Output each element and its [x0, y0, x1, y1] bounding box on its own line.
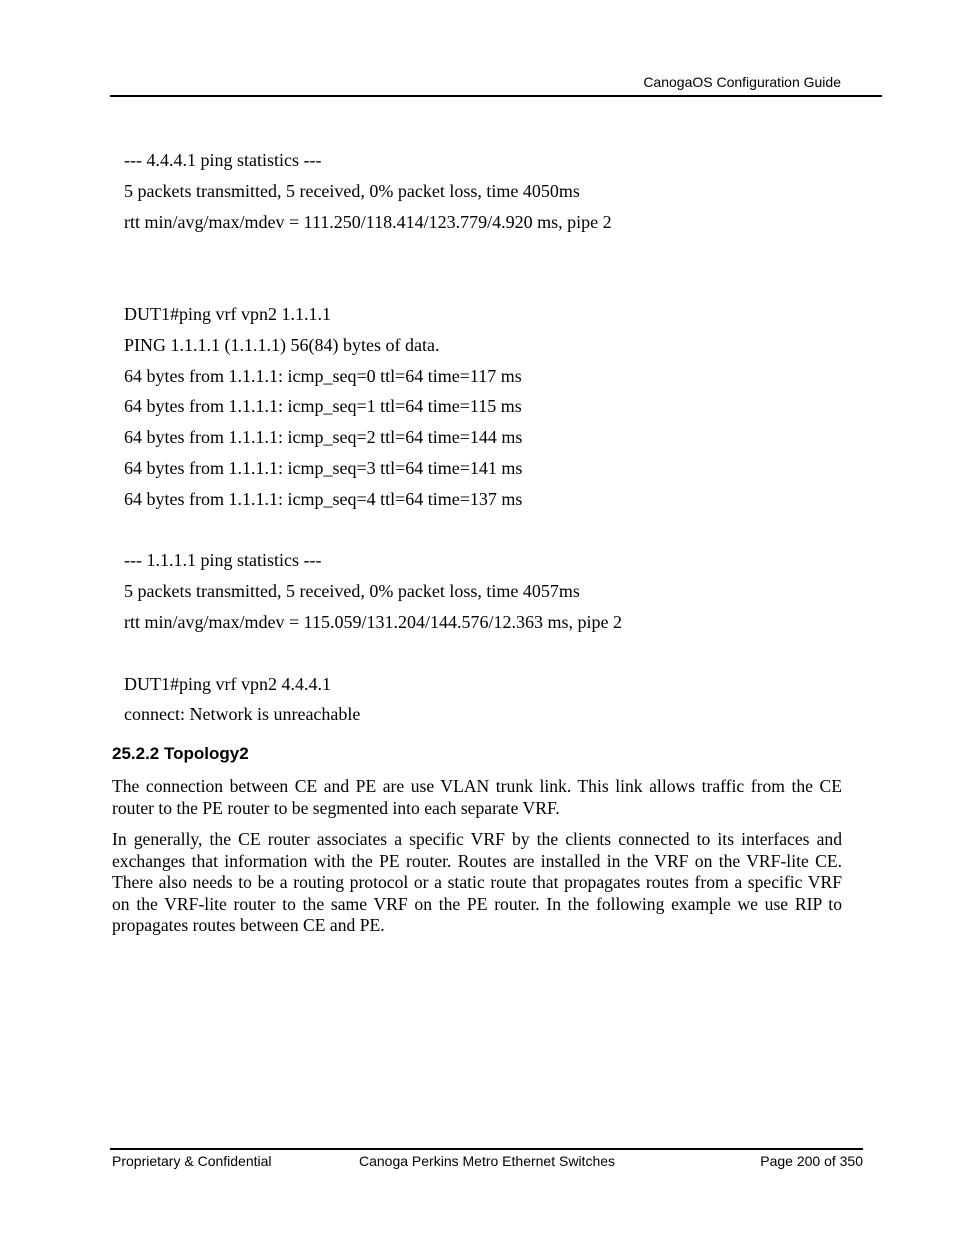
- footer-rule: [110, 1148, 863, 1150]
- cli-line: 64 bytes from 1.1.1.1: icmp_seq=3 ttl=64 time=141 ms: [124, 457, 523, 478]
- cli-line: 5 packets transmitted, 5 received, 0% packet loss, time 4050ms: [124, 180, 580, 201]
- cli-line-blank: [124, 237, 844, 268]
- cli-line-blank: [124, 268, 844, 299]
- header-title: CanogaOS Configuration Guide: [643, 74, 841, 90]
- footer-product: Canoga Perkins Metro Ethernet Switches: [359, 1153, 616, 1169]
- body-paragraph: The connection between CE and PE are use VLAN trunk link. This link allows traffic from the CE router to the PE router to be segmented into each separate VRF.: [112, 776, 842, 818]
- cli-line-blank: [124, 638, 844, 669]
- cli-line: --- 1.1.1.1 ping statistics ---: [124, 550, 322, 571]
- cli-line: --- 4.4.4.1 ping statistics ---: [124, 150, 322, 170]
- cli-line: rtt min/avg/max/mdev = 115.059/131.204/144.576/12.363 ms, pipe 2: [124, 611, 622, 632]
- cli-line: rtt min/avg/max/mdev = 111.250/118.414/123.779/4.920 ms, pipe 2: [124, 211, 612, 232]
- cli-line: DUT1#ping vrf vpn2 1.1.1.1: [124, 303, 331, 324]
- body-paragraph: In generally, the CE router associates a specific VRF by the clients connected to its interfaces and exchanges that information with the PE router. Routes are installed in the VRF on the VRF-lite CE. There also needs to be a routing protocol or a static route that propagates routes from a specific VRF on the VRF-lite router to the same VRF on the PE router. In the following example we use RIP to propagates routes between CE and PE.: [112, 829, 842, 936]
- cli-line: DUT1#ping vrf vpn2 4.4.4.1: [124, 673, 331, 694]
- cli-line: 64 bytes from 1.1.1.1: icmp_seq=2 ttl=64 time=144 ms: [124, 427, 523, 448]
- cli-line: 64 bytes from 1.1.1.1: icmp_seq=0 ttl=64 time=117 ms: [124, 365, 522, 386]
- cli-line: PING 1.1.1.1 (1.1.1.1) 56(84) bytes of data.: [124, 334, 440, 355]
- cli-line-blank: [124, 515, 844, 546]
- cli-output-block: [124, 145, 844, 730]
- header-rule: [110, 95, 882, 97]
- footer-page-number: Page 200 of 350: [760, 1153, 863, 1169]
- cli-line: connect: Network is unreachable: [124, 704, 361, 725]
- footer-confidentiality: Proprietary & Confidential: [112, 1153, 272, 1169]
- cli-line: 64 bytes from 1.1.1.1: icmp_seq=4 ttl=64 time=137 ms: [124, 488, 523, 509]
- cli-line: 64 bytes from 1.1.1.1: icmp_seq=1 ttl=64 time=115 ms: [124, 396, 522, 417]
- section-heading: 25.2.2 Topology2: [112, 744, 249, 763]
- cli-line: 5 packets transmitted, 5 received, 0% packet loss, time 4057ms: [124, 581, 580, 602]
